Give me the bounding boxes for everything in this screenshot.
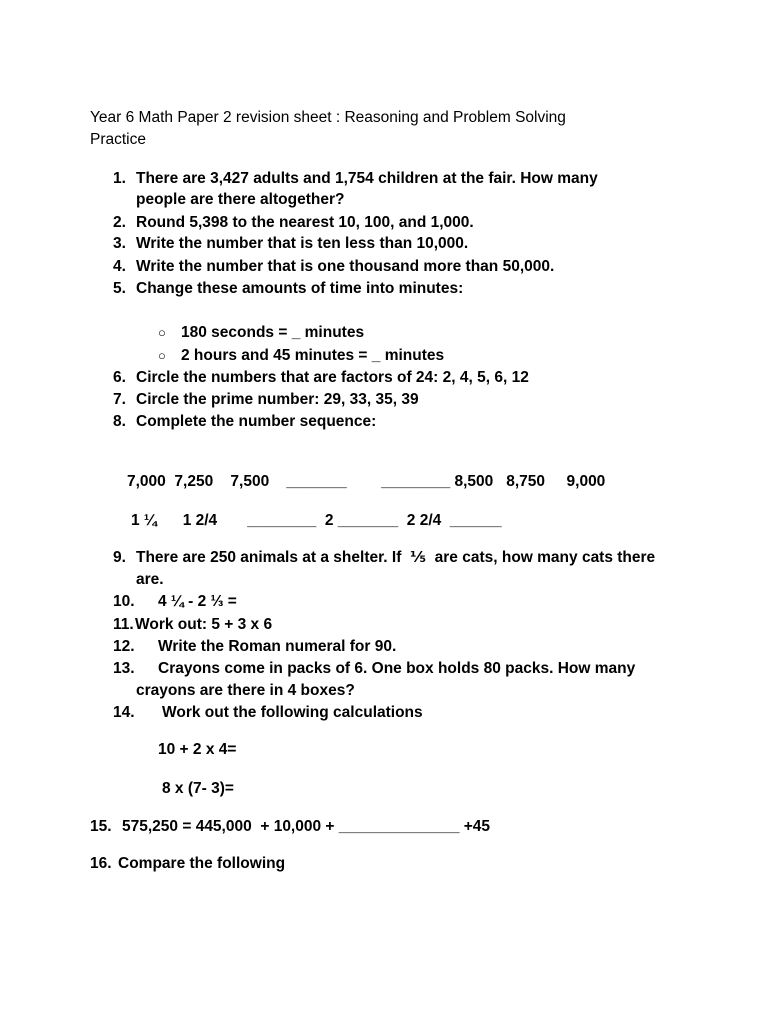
question-number: 13. (113, 660, 135, 677)
question-number: 8. (113, 413, 126, 430)
question-text: Write the number that is ten less than 10,000. (136, 235, 469, 252)
question-number: 10. (113, 593, 135, 610)
calculation: 10 + 2 x 4= (158, 741, 237, 758)
question-number: 5. (113, 280, 126, 297)
question-number: 14. (113, 704, 135, 721)
question-text-continued: are. (136, 571, 164, 588)
question-number: 11. (113, 616, 134, 633)
circle-bullet-icon: ○ (158, 325, 166, 340)
sub-item-text: 180 seconds = _ minutes (181, 324, 365, 341)
calculation: 8 x (7- 3)= (162, 780, 234, 797)
question-number: 16. (90, 855, 112, 872)
question-number: 2. (113, 214, 126, 231)
question-text: Write the number that is one thousand more than 50,000. (136, 258, 555, 275)
page-title: Year 6 Math Paper 2 revision sheet : Reasoning and Problem Solving (90, 109, 566, 126)
question-text: Circle the prime number: 29, 33, 35, 39 (136, 391, 419, 408)
fraction-sequence-row: 1 ¼ 1 2/4 ________ 2 _______ 2 2/4 ______ (131, 512, 502, 529)
question-text: Change these amounts of time into minutes: (136, 280, 464, 297)
question-number: 15. (90, 818, 112, 835)
question-text: Round 5,398 to the nearest 10, 100, and 1,000. (136, 214, 474, 231)
question-text: 4 ¼ - 2 ⅓ = (158, 593, 237, 610)
sub-item-text: 2 hours and 45 minutes = _ minutes (181, 347, 445, 364)
question-text: Write the Roman numeral for 90. (158, 638, 397, 655)
question-number: 4. (113, 258, 126, 275)
question-text: Complete the number sequence: (136, 413, 377, 430)
question-text: Circle the numbers that are factors of 24: 2, 4, 5, 6, 12 (136, 369, 529, 386)
question-text: There are 3,427 adults and 1,754 children at the fair. How many (136, 170, 598, 187)
question-number: 6. (113, 369, 126, 386)
question-number: 1. (113, 170, 126, 187)
question-text: Crayons come in packs of 6. One box holds 80 packs. How many (158, 660, 636, 677)
question-text: 575,250 = 445,000 + 10,000 + ______________ +45 (122, 818, 491, 835)
question-text-continued: crayons are there in 4 boxes? (136, 682, 355, 699)
question-text: Work out: 5 + 3 x 6 (135, 616, 273, 633)
question-number: 7. (113, 391, 126, 408)
question-text-continued: people are there altogether? (136, 191, 345, 208)
question-text: Work out the following calculations (162, 704, 423, 721)
circle-bullet-icon: ○ (158, 348, 166, 363)
number-sequence-row: 7,000 7,250 7,500 _______ ________ 8,500 8,750 9,000 (127, 473, 606, 490)
question-text: Compare the following (118, 855, 286, 872)
question-number: 9. (113, 549, 126, 566)
page-title-continued: Practice (90, 131, 146, 148)
question-number: 3. (113, 235, 126, 252)
question-number: 12. (113, 638, 135, 655)
question-text: There are 250 animals at a shelter. If ⅕ are cats, how many cats there (136, 549, 656, 566)
